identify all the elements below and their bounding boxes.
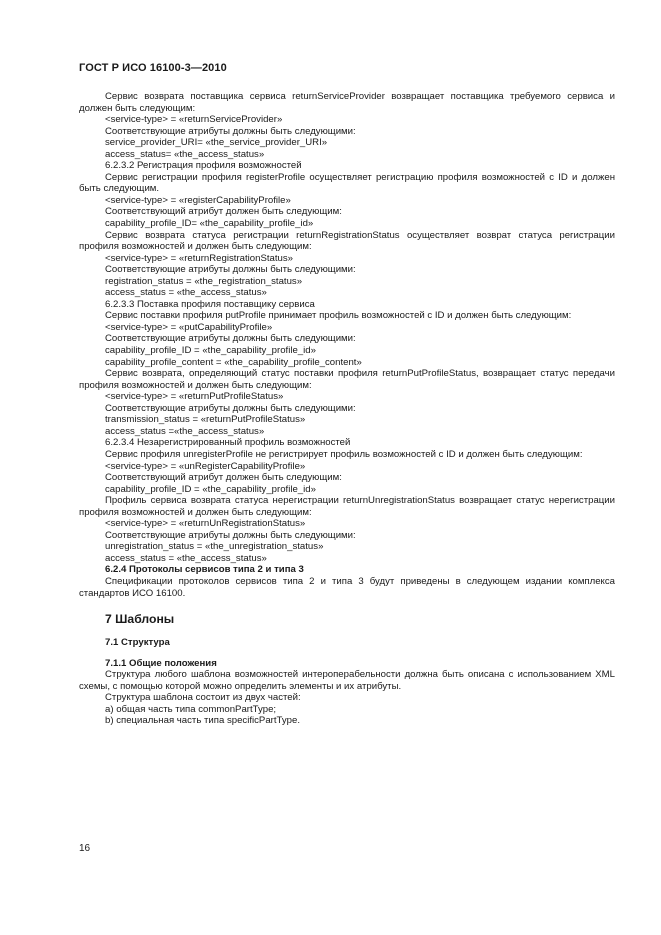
code-line: capability_profile_ID = «the_capability_profile_id» bbox=[105, 345, 316, 357]
section-subsubheading: 7.1.1 Общие положения bbox=[105, 657, 217, 669]
code-line: service_provider_URI= «the_service_provider_URI» bbox=[105, 137, 328, 149]
paragraph: Соответствующие атрибуты должны быть следующими: bbox=[105, 402, 356, 414]
paragraph: Соответствующие атрибуты должны быть следующими: bbox=[105, 125, 356, 137]
code-line: <service-type> = «returnUnRegistrationStatus» bbox=[105, 518, 306, 530]
code-line: access_status = «the_access_status» bbox=[105, 552, 267, 564]
code-line: <service-type> = «registerCapabilityProfile» bbox=[105, 194, 291, 206]
paragraph: Соответствующий атрибут должен быть следующим: bbox=[105, 206, 342, 218]
code-line: capability_profile_ID= «the_capability_profile_id» bbox=[105, 218, 314, 230]
section-subheading: 7.1 Структура bbox=[105, 637, 170, 649]
paragraph: Сервис возврата статуса регистрации returnRegistrationStatus осуществляет возврат статуса регистрации профиля возможностей и должен быть следующим: bbox=[79, 229, 615, 253]
paragraph: Сервис возврата поставщика сервиса returnServiceProvider возвращает поставщика требуемого сервиса и должен быть следующим: bbox=[79, 91, 615, 114]
paragraph: Сервис регистрации профиля registerProfile осуществляет регистрацию профиля возможностей с ID и должен быть следующим. bbox=[79, 171, 615, 195]
document-header: ГОСТ Р ИСО 16100-3—2010 bbox=[79, 62, 227, 74]
code-line: <service-type> = «returnServiceProvider» bbox=[105, 114, 283, 126]
subsection-heading: 6.2.3.2 Регистрация профиля возможностей bbox=[105, 160, 302, 172]
section-heading: 7 Шаблоны bbox=[105, 612, 175, 627]
paragraph: Сервис профиля unregisterProfile не регистрирует профиль возможностей с ID и должен быть следующим: bbox=[105, 448, 583, 460]
code-line: registration_status = «the_registration_status» bbox=[105, 275, 303, 287]
page-number: 16 bbox=[79, 843, 91, 854]
code-line: capability_profile_content = «the_capability_profile_content» bbox=[105, 356, 362, 368]
code-line: <service-type> = «returnPutProfileStatus» bbox=[105, 391, 284, 403]
paragraph: Соответствующие атрибуты должны быть следующими: bbox=[105, 529, 356, 541]
paragraph: Сервис возврата, определяющий статус поставки профиля returnPutProfileStatus, возвращает статус передачи профиля возможностей и должен быть следующим: bbox=[79, 368, 615, 391]
paragraph: Сервис поставки профиля putProfile принимает профиль возможностей с ID и должен быть следующим: bbox=[105, 310, 572, 322]
paragraph: Соответствующие атрибуты должны быть следующими: bbox=[105, 333, 356, 345]
code-line: <service-type> = «returnRegistrationStatus» bbox=[105, 252, 293, 264]
subsection-heading: 6.2.3.4 Незарегистрированный профиль возможностей bbox=[105, 437, 351, 449]
subsection-heading: 6.2.3.3 Поставка профиля поставщику сервиса bbox=[105, 298, 315, 310]
paragraph: Профиль сервиса возврата статуса нерегистрации returnUnregistrationStatus возвращает статус нерегистрации профиля возможностей и должен быть следующим: bbox=[79, 495, 615, 518]
document-body bbox=[79, 91, 615, 727]
list-item: а) общая часть типа commonPartType; bbox=[105, 703, 277, 715]
subsection-heading-bold: 6.2.4 Протоколы сервисов типа 2 и типа 3 bbox=[105, 564, 304, 576]
code-line: <service-type> = «unRegisterCapabilityProfile» bbox=[105, 460, 306, 472]
code-line: transmission_status = «returnPutProfileStatus» bbox=[105, 414, 306, 426]
code-line: unregistration_status = «the_unregistration_status» bbox=[105, 541, 324, 553]
list-item: b) специальная часть типа specificPartType. bbox=[105, 715, 300, 727]
code-line: access_status= «the_access_status» bbox=[105, 148, 265, 160]
paragraph: Спецификации протоколов сервисов типа 2 и типа 3 будут приведены в следующем издании комплекса стандартов ИСО 16100. bbox=[79, 575, 615, 599]
code-line: access_status =«the_access_status» bbox=[105, 425, 265, 437]
code-line: access_status = «the_access_status» bbox=[105, 287, 267, 299]
code-line: <service-type> = «putCapabilityProfile» bbox=[105, 321, 273, 333]
paragraph: Соответствующие атрибуты должны быть следующими: bbox=[105, 264, 356, 276]
paragraph: Структура любого шаблона возможностей интероперабельности должна быть описана с использованием XML схемы, с помощью которой можно определить элементы и их атрибуты. bbox=[79, 669, 615, 692]
code-line: capability_profile_ID = «the_capability_profile_id» bbox=[105, 483, 316, 495]
paragraph: Структура шаблона состоит из двух частей: bbox=[105, 692, 301, 704]
paragraph: Соответствующий атрибут должен быть следующим: bbox=[105, 472, 342, 484]
